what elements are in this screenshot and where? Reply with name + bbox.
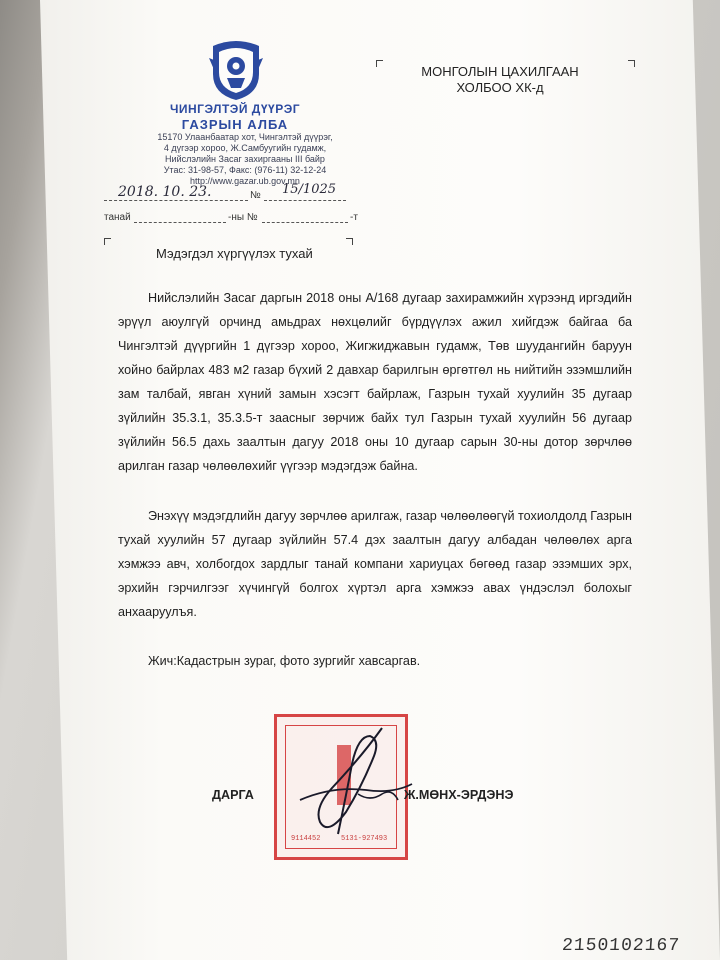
your-label: танай — [104, 212, 131, 223]
number-underline — [264, 200, 346, 201]
stamp-number-right: 5131-927493 — [341, 835, 388, 843]
recipient-block — [400, 64, 600, 96]
your-no-line — [262, 222, 348, 223]
address-line: 4 дүгээр хороо, Ж.Самбуугийн гудамж, — [163, 143, 327, 153]
body-paragraph-2: Энэхүү мэдэгдлийн дагуу зөрчлөө арилгаж, газар чөлөөлөөгүй тохиолдолд Газрын тухай хуулийн 57 дугаар зүйлийн 57.4 дэх заалтын дагуу албадан чөлөөлөх арга хэмжээ авч, холбогдох зардлыг танай компани хариуцах бөгөөд газар эзэмших эрх, эрхийн гэрчилгээг хүчингүй болгох хүртэл арга хэмжээ авах үндэслэл болохыг анхааруулъя. — [118, 509, 632, 619]
org-name-line1: ЧИНГЭЛТЭЙ ДҮҮРЭГ — [169, 102, 301, 116]
ref-suffix: -т — [350, 212, 358, 223]
website-link: http://www.gazar.ub.gov.mn — [190, 176, 300, 186]
address-line: 15170 Улаанбаатар хот, Чингэлтэй дүүрэг, — [157, 132, 333, 142]
handwritten-signature — [262, 716, 442, 846]
document-serial-number: 2150102167 — [561, 936, 681, 956]
number-label: № — [250, 190, 261, 201]
body-paragraph-1: Нийслэлийн Засаг даргын 2018 оны А/168 дугаар захирамжийн хүрээнд иргэдийн эрүүл аюулгүй орчинд амьдрах нөхцөлийг бүрдүүлэх ажил хийгдэж байгаа ба Чингэлтэй дүүргийн 1 дүгээр хороо, Жигжиджавын гудамж, Төв шуудангийн баруун хойно байрлах 483 м2 газар бүхий 2 давхар барилгын өргөтгөл нь нийтийн эзэмшлийн зам талбай, явган хүний замын хэсэгт байрлаж, Газрын тухай хуулийн 35 дугаар зүйлийн 35.3.1, 35.3.5-т заасныг зөрчиж байх тул Газрын тухай хуулийн 56 дугаар зүйлийн 56.5 дахь заалтын дагуу 2018 оны 10 дугаар сарын 30-ны дотор зөрчлөө арилган газар чөлөөлөхийг үүгээр мэдэгдэж байна. — [118, 291, 632, 473]
address-line: Нийслэлийн Засаг захиргааны III байр — [165, 154, 325, 164]
recipient-line1: МОНГОЛЫН ЦАХИЛГААН — [421, 64, 579, 79]
subject-line: Мэдэгдэл хүргүүлэх тухай — [156, 246, 313, 261]
signer-title: ДАРГА — [212, 788, 254, 802]
letter-number: 15/1025 — [282, 182, 337, 197]
subject-corner-mark — [104, 238, 111, 245]
recipient-corner-mark — [376, 60, 383, 67]
recipient-line2: ХОЛБОО ХК-д — [456, 80, 544, 95]
your-no-label: -ны № — [228, 212, 258, 223]
address-line: Утас: 31-98-57, Факс: (976-11) 32-12-24 — [163, 165, 327, 175]
recipient-corner-mark — [628, 60, 635, 67]
stamp-number-left: 9114452 — [291, 835, 321, 843]
date-underline — [104, 200, 248, 201]
your-date-line — [134, 222, 226, 223]
attachment-note: Жич:Кадастрын зураг, фото зургийг хавсаргав. — [148, 654, 421, 668]
letter-date: 2018. 10. 23. — [118, 184, 212, 200]
district-emblem-icon — [205, 38, 267, 102]
subject-corner-mark — [346, 238, 353, 245]
signer-name: Ж.МӨНХ-ЭРДЭНЭ — [404, 788, 514, 802]
org-name-line2: ГАЗРЫН АЛБА — [181, 117, 289, 132]
